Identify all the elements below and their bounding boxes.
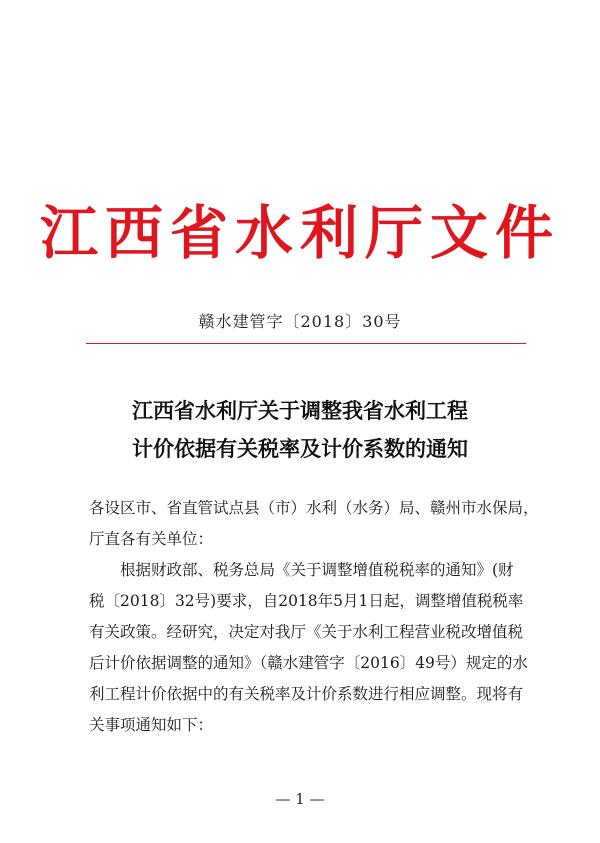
body-line: 后计价依据调整的通知》（赣水建管字〔2016〕49号）规定的水 bbox=[89, 654, 528, 672]
body-line: 厅直各有关单位： bbox=[89, 530, 214, 548]
masthead-title: 江西省水利厅文件 bbox=[39, 199, 560, 267]
body-line: 利工程计价依据中的有关税率及计价系数进行相应调整。现将有 bbox=[89, 685, 524, 703]
body-line: 有关政策。经研究，决定对我厅《关于水利工程营业税改增值税 bbox=[89, 623, 524, 641]
body-line: 根据财政部、税务总局《关于调整增值税税率的通知》(财 bbox=[89, 561, 514, 579]
body-line: 关事项通知如下： bbox=[89, 716, 214, 734]
body-line: 税〔2018〕32号)要求，自2018年5月1日起，调整增值税税率 bbox=[89, 592, 524, 610]
document-number: 赣水建管字〔2018〕30号 bbox=[198, 312, 402, 331]
notice-body bbox=[89, 493, 539, 741]
page-number: — 1 — bbox=[275, 790, 325, 808]
notice-title-line-2: 计价依据有关税率及计价系数的通知 bbox=[132, 436, 468, 461]
red-divider-line bbox=[86, 343, 526, 344]
notice-title-line-1: 江西省水利厅关于调整我省水利工程 bbox=[132, 398, 468, 423]
notice-title bbox=[0, 392, 600, 468]
body-line: 各设区市、省直管试点县（市）水利（水务）局、赣州市水保局， bbox=[89, 499, 539, 517]
